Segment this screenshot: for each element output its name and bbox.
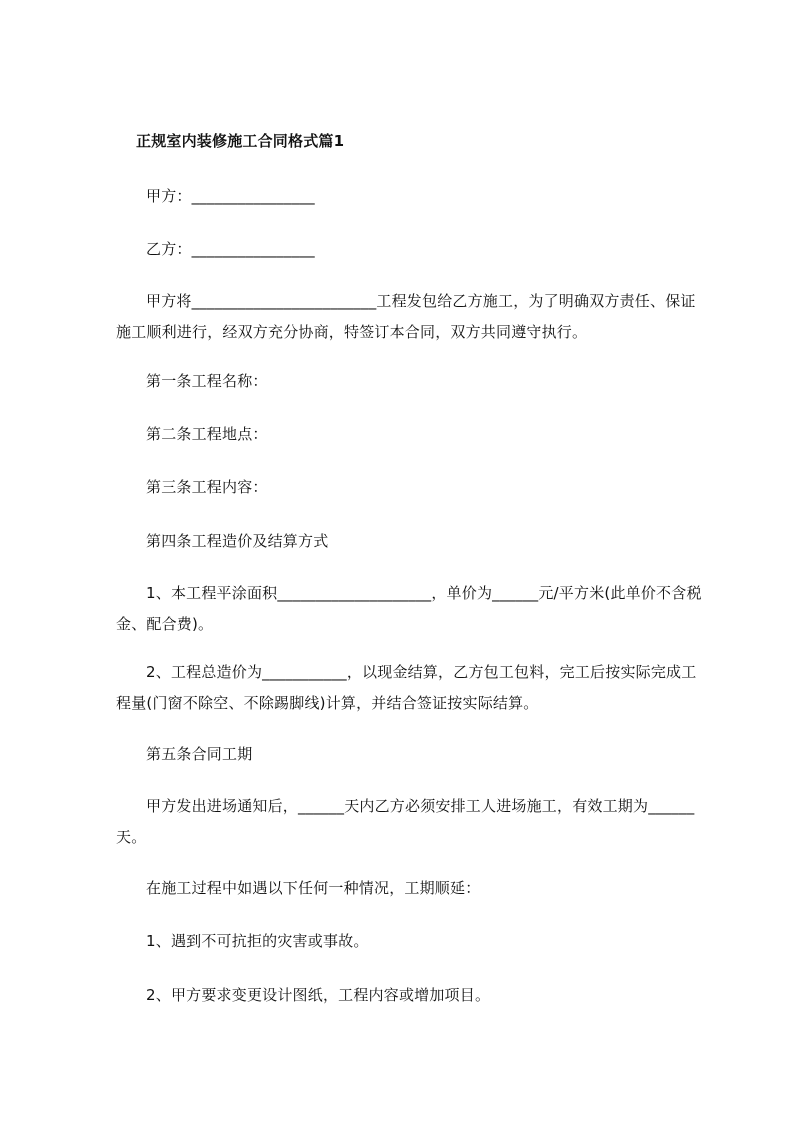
- article-4-item-1: [116, 578, 708, 640]
- article-5-item-1: 1、遇到不可抗拒的灾害或事故。: [146, 932, 369, 950]
- article-4-item-2: [116, 657, 708, 719]
- article-4-item-1-text: 1、本工程平涂面积____________________，单价为______元/平方米(此单价不含税金、配合费)。: [116, 584, 702, 633]
- article-3-heading: 第三条工程内容：: [146, 478, 268, 496]
- article-5-item-2: 2、甲方要求变更设计图纸，工程内容或增加项目。: [146, 986, 491, 1004]
- intro-text: 甲方将________________________工程发包给乙方施工，为了明确双方责任、保证施工顺利进行，经双方充分协商，特签订本合同，双方共同遵守执行。: [116, 292, 696, 341]
- article-5-paragraph-1: [116, 791, 708, 853]
- article-4-item-2-text: 2、工程总造价为___________，以现金结算，乙方包工包料，完工后按实际完成工程量(门窗不除空、不除踢脚线)计算，并结合签证按实际结算。: [116, 663, 697, 712]
- article-4-heading: 第四条工程造价及结算方式: [146, 532, 329, 550]
- article-2-heading: 第二条工程地点：: [146, 425, 268, 443]
- intro-paragraph: [116, 286, 708, 348]
- article-1-heading: 第一条工程名称：: [146, 372, 268, 390]
- document-title: 正规室内装修施工合同格式篇1: [136, 132, 345, 150]
- article-5-paragraph-1-text: 甲方发出进场通知后，______天内乙方必须安排工人进场施工，有效工期为______天。: [116, 797, 695, 846]
- party-a-line: 甲方：________________: [146, 187, 315, 205]
- article-5-paragraph-2: 在施工过程中如遇以下任何一种情况，工期顺延：: [146, 879, 481, 897]
- article-5-heading: 第五条合同工期: [146, 745, 253, 763]
- party-b-line: 乙方：________________: [146, 240, 315, 258]
